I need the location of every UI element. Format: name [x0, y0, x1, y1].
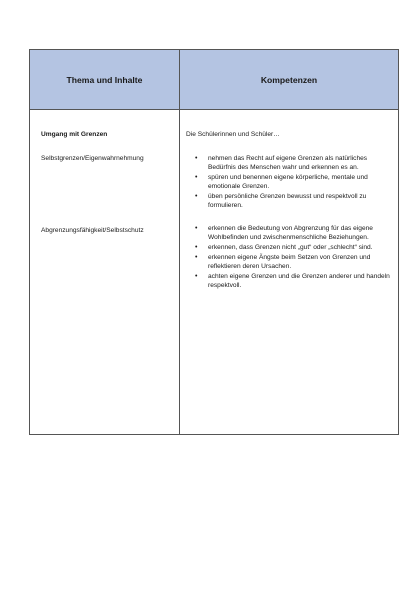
list-item-text: nehmen das Recht auf eigene Grenzen als natürliches Bedürfnis des Menschen wahr und erkennen es an.	[208, 155, 368, 172]
topic-title: Umgang mit Grenzen	[41, 131, 108, 138]
header-competencies: Kompetenzen	[260, 74, 318, 85]
bullet-icon: •	[195, 243, 198, 251]
competency-list-2	[186, 224, 391, 290]
header-topic: Thema und Inhalte	[66, 74, 143, 85]
bullet-icon: •	[195, 253, 198, 261]
bullet-icon: •	[195, 225, 198, 232]
list-item	[186, 272, 391, 290]
list-item-text: erkennen, dass Grenzen nicht „gut“ oder „schlecht“ sind.	[208, 243, 373, 251]
list-item-text: üben persönliche Grenzen bewusst und respektvoll zu formulieren.	[208, 192, 367, 210]
competency-table	[29, 49, 399, 435]
subtopic-self-boundaries: Selbstgrenzen/Eigenwahrnehmung	[41, 155, 144, 162]
list-item	[186, 224, 391, 242]
list-item-text: erkennen die Bedeutung von Abgrenzung für das eigene Wohlbefinden und zwischenmenschliche Beziehungen.	[208, 225, 373, 242]
list-item	[186, 243, 391, 252]
list-item-text: erkennen eigene Ängste beim Setzen von Grenzen und reflektieren deren Ursachen.	[208, 253, 371, 270]
bullet-icon: •	[195, 155, 198, 162]
list-item	[186, 154, 391, 172]
list-item	[186, 173, 391, 191]
list-item	[186, 192, 391, 210]
bullet-icon: •	[195, 272, 198, 280]
list-item-text: achten eigene Grenzen und die Grenzen anderer und handeln respektvoll.	[208, 272, 390, 289]
subtopic-self-protection: Abgrenzungsfähigkeit/Selbstschutz	[41, 227, 144, 234]
list-item-text: spüren und benennen eigene körperliche, mentale und emotionale Grenzen.	[208, 173, 368, 191]
bullet-icon: •	[195, 173, 198, 181]
competency-list-1	[186, 154, 391, 211]
competency-intro: Die Schülerinnen und Schüler…	[186, 131, 280, 138]
bullet-icon: •	[195, 192, 198, 200]
list-item	[186, 253, 391, 271]
